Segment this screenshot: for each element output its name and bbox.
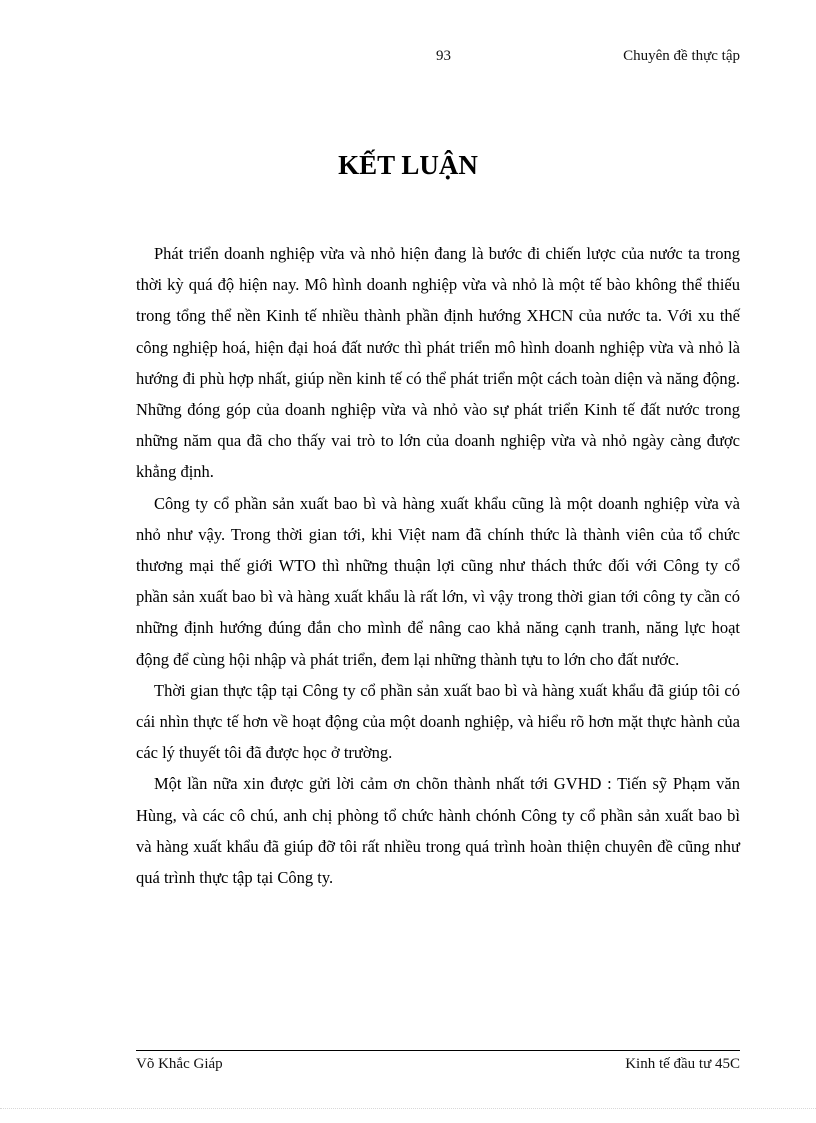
page-title: KẾT LUẬN xyxy=(338,150,478,180)
paragraph: Một lần nữa xin được gửi lời cảm ơn chõn thành nhất tới GVHD : Tiến sỹ Phạm văn Hùng, và các cô chú, anh chị phòng tổ chức hành chónh Công ty cổ phần sản xuất bao bì và hàng xuất khẩu đã giúp đỡ tôi rất nhiều trong quá trình hoàn thiện chuyên đề cũng như quá trình thực tập tại Công ty. xyxy=(136,774,740,888)
page-edge-divider xyxy=(0,1108,816,1109)
footer-class: Kinh tế đầu tư 45C xyxy=(625,1056,740,1072)
footer-divider xyxy=(136,1050,740,1051)
page-header xyxy=(136,48,740,72)
paragraph: Phát triển doanh nghiệp vừa và nhỏ hiện đang là bước đi chiến lược của nước ta trong thời kỳ quá độ hiện nay. Mô hình doanh nghiệp vừa và nhỏ là một tế bào không thể thiếu trong tổng thể nền Kinh tế nhiều thành phần định hướng XHCN của nước ta. Với xu thế công nghiệp hoá, hiện đại hoá đất nước thì phát triển mô hình doanh nghiệp vừa và nhỏ là hướng đi phù hợp nhất, giúp nền kinh tế có thể phát triển một cách toàn diện và năng động. Những đóng góp của doanh nghiệp vừa và nhỏ vào sự phát triển Kinh tế đất nước trong những năm qua đã cho thấy vai trò to lớn của doanh nghiệp vừa và nhỏ ngày càng được khẳng định. xyxy=(136,244,740,482)
paragraph: Thời gian thực tập tại Công ty cổ phần sản xuất bao bì và hàng xuất khẩu đã giúp tôi có cái nhìn thực tế hơn về hoạt động của một doanh nghiệp, và hiểu rõ hơn mặt thực hành của các lý thuyết tôi đã được học ở trường. xyxy=(136,680,740,763)
document-body xyxy=(136,238,740,893)
header-title: Chuyên đề thực tập xyxy=(623,48,740,64)
footer-author: Võ Khắc Giáp xyxy=(136,1056,223,1072)
paragraph: Công ty cổ phần sản xuất bao bì và hàng xuất khẩu cũng là một doanh nghiệp vừa và nhỏ như vậy. Trong thời gian tới, khi Việt nam đã chính thức là thành viên của tổ chức thương mại thế giới WTO thì những thuận lợi cũng như thách thức đối với Công ty cổ phần sản xuất bao bì và hàng xuất khẩu là rất lớn, vì vậy trong thời gian tới công ty cần có những định hướng đúng đắn cho mình để nâng cao khả năng cạnh tranh, năng lực hoạt động để cùng hội nhập và phát triển, đem lại những thành tựu to lớn cho đất nước. xyxy=(136,493,740,669)
page-footer xyxy=(136,1056,740,1078)
page-number: 93 xyxy=(436,48,451,64)
